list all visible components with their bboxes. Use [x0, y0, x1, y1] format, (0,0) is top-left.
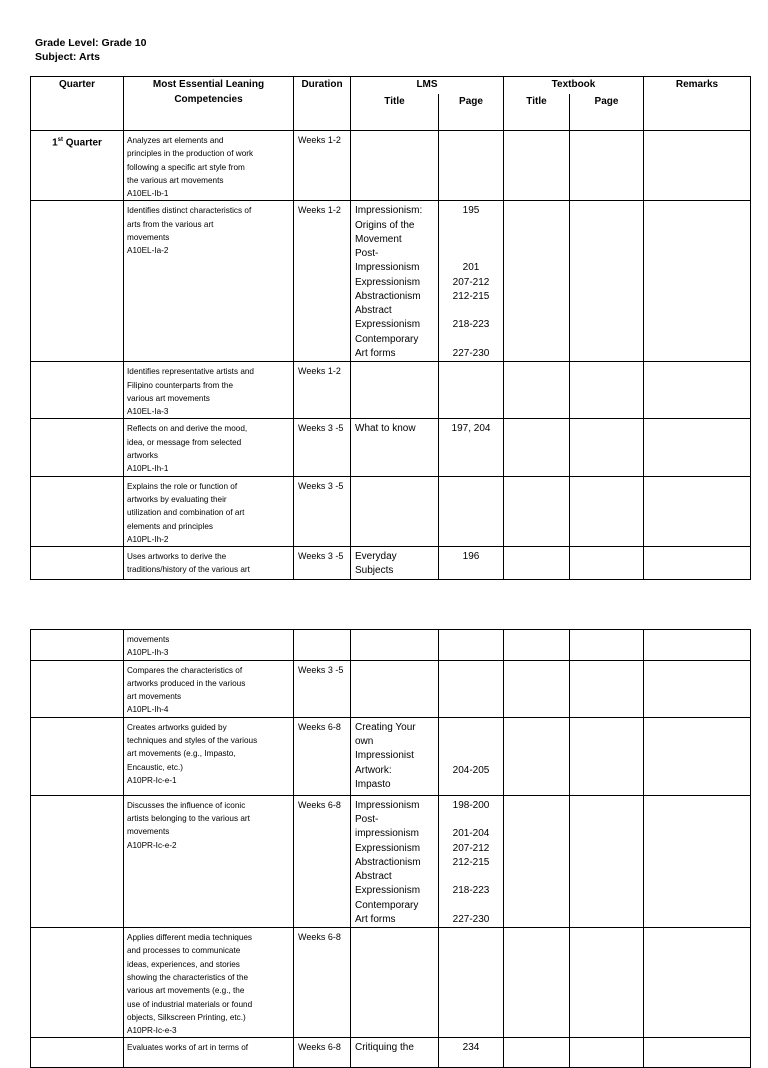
competency-line: objects, Silkscreen Printing, etc.): [127, 1012, 246, 1022]
quarter-cell: [31, 660, 124, 717]
duration-cell: Weeks 6-8: [294, 795, 351, 927]
lms-page-cell: [439, 660, 504, 717]
lms-page-line: [439, 778, 503, 792]
table-row: [31, 928, 751, 1038]
lms-title-line: Origins of the: [355, 219, 415, 231]
competency-line: Creates artworks guided by: [127, 722, 227, 732]
remarks-cell: [644, 717, 751, 795]
remarks-cell: [644, 362, 751, 419]
competency-line: A10PL-Ih-2: [127, 534, 169, 544]
duration-cell: Weeks 6-8: [294, 717, 351, 795]
duration-cell: Weeks 6-8: [294, 928, 351, 1038]
textbook-title-cell: [504, 795, 570, 927]
competency-cell: [124, 131, 294, 201]
textbook-page-cell: [570, 476, 644, 546]
table-row: [31, 201, 751, 362]
competency-line: A10PR-Ic-e-3: [127, 1026, 177, 1036]
quarter-cell: 1st Quarter: [31, 131, 124, 201]
lms-title-line: Abstractionism: [355, 856, 421, 868]
competency-line: ideas, experiences, and stories: [127, 959, 240, 969]
quarter-cell: [31, 476, 124, 546]
lms-title-cell: [351, 795, 439, 927]
competency-line: principles in the production of work: [127, 149, 254, 159]
lms-page-line: 196: [462, 551, 480, 563]
remarks-cell: [644, 660, 751, 717]
competency-line: Identifies representative artists and: [127, 367, 254, 377]
competency-line: A10PR-Ic-e-1: [127, 775, 177, 785]
lms-title-cell: [351, 660, 439, 717]
lms-title-line: Contemporary: [355, 899, 419, 911]
duration-cell: [294, 630, 351, 661]
lms-title-cell: [351, 476, 439, 546]
lms-page-line: [439, 870, 503, 884]
competency-line: Reflects on and derive the mood,: [127, 424, 248, 434]
competency-cell: [124, 795, 294, 927]
duration-cell: Weeks 1-2: [294, 362, 351, 419]
competency-line: idea, or message from selected: [127, 437, 242, 447]
competency-line: Applies different media techniques: [127, 933, 253, 943]
lms-title-line: Art forms: [355, 913, 396, 925]
lms-page-cell: [439, 419, 504, 476]
competency-line: artworks produced in the various: [127, 678, 246, 688]
competency-cell: [124, 1038, 294, 1068]
textbook-title-cell: [504, 717, 570, 795]
lms-title-line: Abstract: [355, 305, 392, 317]
competency-line: Discusses the influence of iconic: [127, 800, 246, 810]
lms-page-line: [439, 333, 503, 347]
duration-cell: Weeks 3 -5: [294, 660, 351, 717]
header-textbook-page: Page: [570, 94, 644, 131]
lms-page-line: [439, 247, 503, 261]
remarks-cell: [644, 419, 751, 476]
lms-page-line: 212-215: [452, 856, 490, 868]
competency-line: traditions/history of the various art: [127, 565, 250, 575]
table-row: [31, 547, 751, 580]
competency-line: Compares the characteristics of: [127, 665, 243, 675]
remarks-cell: [644, 630, 751, 661]
lms-page-line: 234: [462, 1042, 480, 1054]
lms-page-line: 207-212: [452, 276, 490, 288]
quarter-cell: [31, 1038, 124, 1068]
lms-page-line: 218-223: [452, 885, 490, 897]
competency-line: movements: [127, 635, 170, 644]
textbook-page-cell: [570, 1038, 644, 1068]
remarks-cell: [644, 928, 751, 1038]
quarter-cell: [31, 419, 124, 476]
lms-title-cell: [351, 419, 439, 476]
competency-line: various art movements: [127, 393, 210, 403]
lms-title-line: Expressionism: [355, 842, 421, 854]
lms-title-line: impressionism: [355, 828, 419, 840]
lms-page-cell: [439, 928, 504, 1038]
competency-cell: [124, 717, 294, 795]
remarks-cell: [644, 547, 751, 580]
textbook-page-cell: [570, 660, 644, 717]
table-row: [31, 630, 751, 661]
competency-line: and processes to communicate: [127, 946, 241, 956]
lms-title-line: Subjects: [355, 565, 394, 577]
table-row: [31, 1038, 751, 1068]
lms-title-line: Abstract: [355, 871, 392, 883]
lms-title-line: Critiquing the: [355, 1042, 414, 1054]
competency-line: artists belonging to the various art: [127, 814, 250, 824]
competency-line: Explains the role or function of: [127, 481, 238, 491]
header-competencies: Most Essential Leaning Competencies: [124, 77, 294, 131]
lms-title-line: Creating Your: [355, 721, 416, 733]
competency-line: A10PL-Ih-3: [127, 648, 169, 658]
competency-cell: [124, 547, 294, 580]
textbook-title-cell: [504, 1038, 570, 1068]
header-remarks: Remarks: [644, 77, 751, 131]
quarter-cell: [31, 795, 124, 927]
lms-page-line: 212-215: [452, 290, 490, 302]
textbook-page-cell: [570, 362, 644, 419]
competency-line: art movements (e.g., Impasto,: [127, 749, 236, 759]
quarter-cell: [31, 717, 124, 795]
lms-page-cell: [439, 717, 504, 795]
lms-title-line: Impressionism:: [355, 205, 423, 217]
header-textbook-title: Title: [504, 94, 570, 131]
competency-line: A10PL-Ih-1: [127, 464, 169, 474]
lms-title-line: Artwork:: [355, 764, 392, 776]
competency-table-page-2: [30, 629, 751, 1068]
textbook-page-cell: [570, 201, 644, 362]
header-lms-page: Page: [439, 94, 504, 131]
duration-cell: Weeks 6-8: [294, 1038, 351, 1068]
lms-page-line: 198-200: [452, 799, 490, 811]
table-row: [31, 795, 751, 927]
competency-line: A10PL-Ih-4: [127, 705, 169, 715]
lms-page-line: 201: [462, 262, 480, 274]
competency-line: the various art movements: [127, 175, 224, 185]
table-row: [31, 419, 751, 476]
lms-page-line: 197, 204: [451, 423, 491, 435]
competency-line: elements and principles: [127, 521, 214, 531]
lms-page-line: 195: [462, 205, 480, 217]
competency-line: Identifies distinct characteristics of: [127, 206, 252, 216]
lms-title-line: Art forms: [355, 347, 396, 359]
competency-line: techniques and styles of the various: [127, 736, 258, 746]
lms-title-line: Impasto: [355, 778, 391, 790]
lms-title-cell: [351, 928, 439, 1038]
remarks-cell: [644, 795, 751, 927]
lms-page-cell: [439, 131, 504, 201]
lms-page-line: [439, 749, 503, 763]
textbook-title-cell: [504, 419, 570, 476]
header-lms-title: Title: [351, 94, 439, 131]
textbook-page-cell: [570, 131, 644, 201]
lms-title-line: Post-: [355, 814, 379, 826]
competency-line: various art movements (e.g., the: [127, 986, 245, 996]
lms-page-line: 207-212: [452, 842, 490, 854]
lms-title-cell: [351, 131, 439, 201]
lms-title-line: Everyday: [355, 551, 397, 563]
remarks-cell: [644, 201, 751, 362]
lms-title-cell: [351, 201, 439, 362]
table-row: [31, 717, 751, 795]
textbook-page-cell: [570, 717, 644, 795]
lms-page-cell: [439, 1038, 504, 1068]
lms-page-line: 227-230: [452, 347, 490, 359]
header-duration: Duration: [294, 77, 351, 131]
lms-title-cell: [351, 1038, 439, 1068]
lms-page-line: [439, 219, 503, 233]
competency-line: A10PR-Ic-e-2: [127, 840, 177, 850]
lms-page-cell: [439, 795, 504, 927]
lms-page-line: 201-204: [452, 828, 490, 840]
textbook-title-cell: [504, 201, 570, 362]
lms-page-cell: [439, 362, 504, 419]
header-textbook: Textbook: [504, 77, 644, 94]
lms-title-line: Expressionism: [355, 276, 421, 288]
textbook-page-cell: [570, 630, 644, 661]
textbook-title-cell: [504, 630, 570, 661]
lms-page-cell: [439, 201, 504, 362]
competency-line: artworks by evaluating their: [127, 494, 227, 504]
lms-title-cell: [351, 630, 439, 661]
competency-cell: [124, 419, 294, 476]
lms-page-line: [439, 899, 503, 913]
duration-cell: Weeks 3 -5: [294, 547, 351, 580]
duration-cell: Weeks 3 -5: [294, 419, 351, 476]
competency-cell: [124, 660, 294, 717]
textbook-title-cell: [504, 362, 570, 419]
lms-page-line: [439, 304, 503, 318]
competency-line: Filipino counterparts from the: [127, 380, 234, 390]
lms-title-cell: [351, 547, 439, 580]
competency-line: utilization and combination of art: [127, 508, 245, 518]
quarter-cell: [31, 630, 124, 661]
quarter-cell: [31, 362, 124, 419]
textbook-title-cell: [504, 660, 570, 717]
competency-line: art movements: [127, 692, 182, 702]
lms-page-line: [439, 721, 503, 735]
lms-page-line: [439, 233, 503, 247]
table-row: [31, 362, 751, 419]
remarks-cell: [644, 131, 751, 201]
header-lms: LMS: [351, 77, 504, 94]
textbook-page-cell: [570, 795, 644, 927]
textbook-title-cell: [504, 547, 570, 580]
lms-page-line: 204-205: [452, 764, 490, 776]
lms-title-line: own: [355, 736, 374, 748]
lms-page-cell: [439, 476, 504, 546]
lms-title-line: Impressionism: [355, 262, 420, 274]
competency-line: use of industrial materials or found: [127, 999, 253, 1009]
competency-line: movements: [127, 827, 170, 837]
lms-page-line: 227-230: [452, 913, 490, 925]
competency-line: A10EL-Ia-2: [127, 246, 169, 256]
textbook-title-cell: [504, 928, 570, 1038]
lms-title-line: Impressionism: [355, 799, 420, 811]
lms-page-line: 218-223: [452, 319, 490, 331]
quarter-cell: [31, 547, 124, 580]
lms-page-line: [439, 735, 503, 749]
competency-cell: [124, 928, 294, 1038]
competency-table-page-1: [30, 76, 751, 580]
subject: Subject: Arts: [35, 51, 100, 63]
competency-line: Encaustic, etc.): [127, 762, 183, 772]
table-row: [31, 476, 751, 546]
lms-title-cell: [351, 362, 439, 419]
textbook-page-cell: [570, 928, 644, 1038]
lms-page-cell: [439, 547, 504, 580]
duration-cell: Weeks 1-2: [294, 201, 351, 362]
lms-title-line: What to know: [355, 423, 416, 435]
lms-title-line: Expressionism: [355, 885, 421, 897]
table-row: [31, 131, 751, 201]
grade-level: Grade Level: Grade 10: [35, 37, 147, 49]
header-quarter: Quarter: [31, 77, 124, 131]
competency-line: following a specific art style from: [127, 162, 245, 172]
competency-line: artworks: [127, 451, 158, 461]
lms-page-line: [439, 813, 503, 827]
quarter-cell: [31, 928, 124, 1038]
competency-cell: [124, 362, 294, 419]
lms-title-line: Movement: [355, 233, 402, 245]
competency-line: Uses artworks to derive the: [127, 552, 227, 562]
lms-title-line: Expressionism: [355, 319, 421, 331]
competency-cell: [124, 476, 294, 546]
duration-cell: Weeks 1-2: [294, 131, 351, 201]
duration-cell: Weeks 3 -5: [294, 476, 351, 546]
quarter-cell: [31, 201, 124, 362]
competency-cell: [124, 630, 294, 661]
remarks-cell: [644, 1038, 751, 1068]
lms-page-cell: [439, 630, 504, 661]
lms-title-line: Contemporary: [355, 333, 419, 345]
textbook-page-cell: [570, 419, 644, 476]
competency-line: showing the characteristics of the: [127, 972, 249, 982]
textbook-title-cell: [504, 476, 570, 546]
lms-title-cell: [351, 717, 439, 795]
textbook-page-cell: [570, 547, 644, 580]
competency-line: A10EL-Ib-1: [127, 189, 169, 199]
textbook-title-cell: [504, 131, 570, 201]
competency-line: movements: [127, 233, 170, 243]
lms-title-line: Impressionist: [355, 750, 414, 762]
competency-line: Analyzes art elements and: [127, 136, 224, 145]
competency-line: A10EL-Ia-3: [127, 407, 169, 417]
table-row: [31, 660, 751, 717]
lms-title-line: Post-: [355, 248, 379, 260]
competency-line: Evaluates works of art in terms of: [127, 1043, 249, 1053]
remarks-cell: [644, 476, 751, 546]
competency-cell: [124, 201, 294, 362]
lms-title-line: Abstractionism: [355, 290, 421, 302]
competency-line: arts from the various art: [127, 219, 214, 229]
